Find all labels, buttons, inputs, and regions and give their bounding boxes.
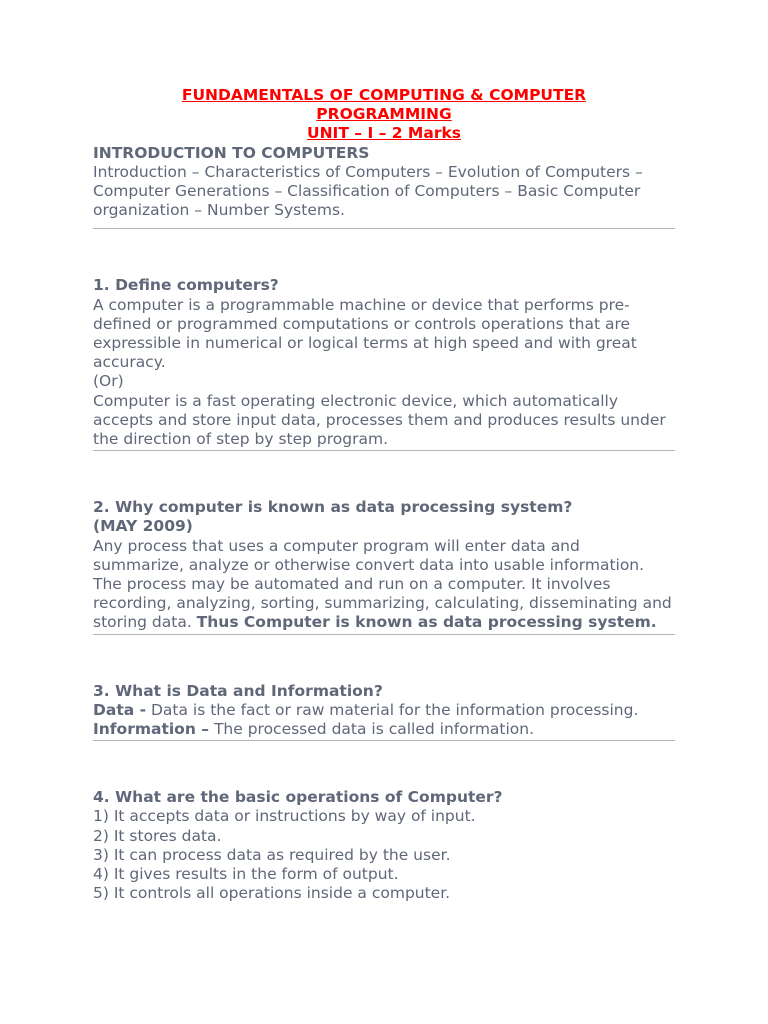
document-title [73, 86, 695, 144]
list-item: 2) It stores data. [93, 826, 222, 845]
document-page [93, 86, 675, 904]
question-1-answer: A computer is a programmable machine or device that performs pre-defined or programmed computations or controls operations that are expressible in numerical or logical terms at high speed and with great accuracy. [93, 295, 637, 372]
information-label: Information – [93, 720, 210, 739]
question-2-answer-text: Any process that uses a computer program will enter data and summarize, analyze or otherwise convert data into usable information. The process may be automated and run on a computer. It involves recording, analyzing, sorting, summarizing, calculating, disseminating and storing data. [93, 536, 672, 632]
question-4-heading: 4. What are the basic operations of Computer? [93, 788, 503, 807]
question-2-answer [93, 537, 675, 633]
information-definition: The processed data is called information. [209, 720, 535, 739]
list-item: 1) It accepts data or instructions by way of input. [93, 807, 476, 826]
list-item: 4) It gives results in the form of output. [93, 865, 399, 884]
section-heading: INTRODUCTION TO COMPUTERS [93, 143, 370, 162]
question-3-data [93, 701, 675, 720]
title-line-1: FUNDAMENTALS OF COMPUTING & COMPUTER [181, 86, 587, 104]
data-definition: Data is the fact or raw material for the information processing. [146, 700, 639, 719]
section-intro: Introduction – Characteristics of Computers – Evolution of Computers – Computer Generations – Classification of Computers – Basic Computer organization – Number Systems. [93, 162, 643, 220]
question-3-information [93, 720, 675, 739]
question-1-answer-alt: Computer is a fast operating electronic device, which automatically accepts and store input data, processes them and produces results under the direction of step by step program. [93, 391, 666, 449]
list-item: 3) It can process data as required by the user. [93, 845, 451, 864]
data-label: Data - [93, 700, 147, 719]
title-line-2: PROGRAMMING [316, 105, 452, 124]
question-2-heading [93, 498, 675, 536]
question-2-heading-line2: (MAY 2009) [93, 517, 193, 536]
question-1-or: (Or) [93, 372, 124, 391]
title-line-3: UNIT – I – 2 Marks [307, 124, 461, 143]
question-2-heading-line1: 2. Why computer is known as data processing system? [93, 498, 573, 517]
question-1-heading: 1. Define computers? [93, 276, 279, 295]
question-3-heading: 3. What is Data and Information? [93, 681, 383, 700]
list-item: 5) It controls all operations inside a computer. [93, 884, 451, 903]
question-2-answer-conclusion: Thus Computer is known as data processing system. [196, 613, 657, 632]
